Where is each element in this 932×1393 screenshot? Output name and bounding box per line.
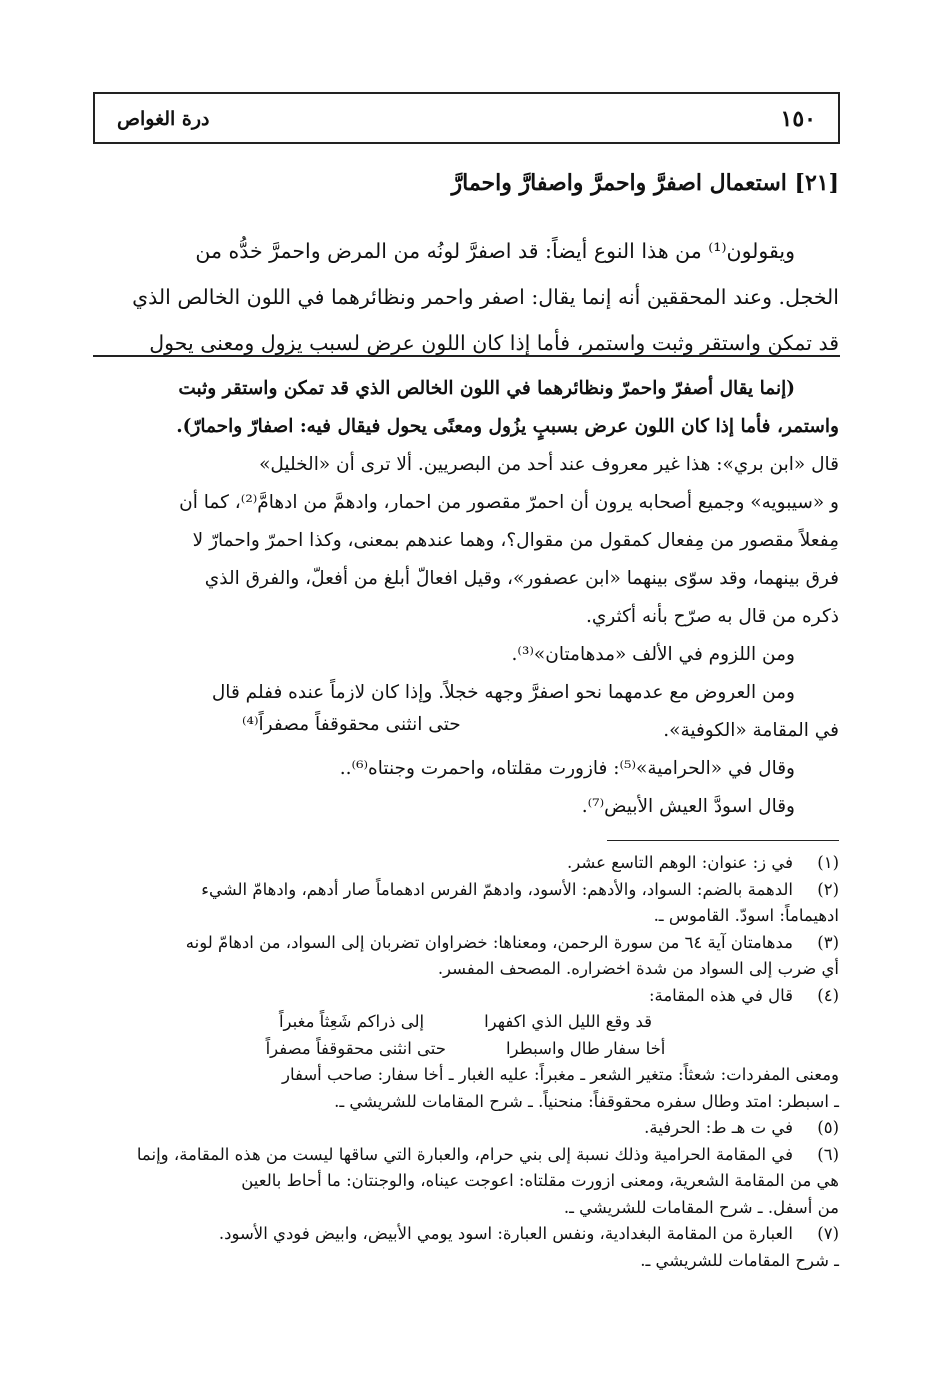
footnote: [92, 1115, 839, 1142]
main-line: ويقولون⁽¹⁾ من هذا النوع أيضاً: قد اصفرَّ لونُه من المرض واحمرَّ خدُّه من: [195, 239, 795, 263]
commentary-line-text: في المقامة «الكوفية».: [663, 720, 839, 741]
footnote-number: (٢): [817, 879, 839, 899]
footnote-text: في ت هـ ط: الحرفية.: [644, 1118, 793, 1137]
commentary-line: ومن العروض مع عدمهما نحو اصفرَّ وجهه خجلاً. وإذا كان لازماً عنده ففلم قال: [211, 682, 795, 703]
footnote-text: الدهمة بالضم: السواد، والأدهم: الأسود، وادهمّ الفرس ادهماماً صار أدهم، وادهامّ الشيء: [201, 879, 793, 899]
footnote-number: (٥): [817, 1118, 839, 1137]
footnote-number: (٦): [817, 1144, 839, 1164]
commentary-quote-line: (إنما يقال أصفرّ واحمرّ ونظائرهما في اللون الخالص الذي قد تمكن واستقر وثبت: [178, 378, 795, 399]
footnote: [92, 850, 839, 877]
footnote-number: (٧): [817, 1224, 839, 1243]
verse-hemistich: أخا سفار طال واسبطرا: [505, 1038, 666, 1058]
footnote-divider: [607, 840, 839, 841]
commentary-line: مِفعلاً مقصور من مِفعال كمقول من مقوال؟، وهما عندهم بمعنى، وكذا احمرّ واحمارّ لا: [192, 530, 839, 551]
commentary-line: وقال اسودَّ العيش الأبيض⁽⁷⁾.: [581, 796, 795, 817]
footnote-number: (٣): [817, 932, 839, 952]
footnote-text: في ز: عنوان: الوهم التاسع عشر.: [567, 853, 793, 872]
verse-hemistich: حتى انثنى محقوقفاً مصفراً: [265, 1038, 446, 1058]
footnote-text: هي من المقامة الشعرية، ومعنى ازورت مقلتاه: اعوجت عيناه، والوجنتان: ما أحاط بالعين: [241, 1171, 839, 1190]
footnote-text: العبارة من المقامة البغدادية، ونفس العبارة: اسود يومي الأبيض، وابيض فودي الأسود.: [218, 1224, 793, 1243]
commentary-line: و «سيبويه» وجميع أصحابه يرون أن احمرّ مقصور من احمار، وادهمَّ من ادهامَّ⁽²⁾، كما أن: [179, 492, 839, 513]
verse-row: [92, 1036, 839, 1063]
commentary: [92, 370, 839, 826]
footnote-text: أي ضرب إلى السواد من شدة اخضراره. المصحف المفسر.: [437, 959, 839, 978]
footnote-text: مدهامتان آية ٦٤ من سورة الرحمن، ومعناها: خضراوان تضربان إلى السواد، من ادهامّ لونه: [185, 932, 793, 952]
verse-inline: حتى انثنى محقوقفاً مصفراً⁽⁴⁾: [242, 714, 461, 735]
footnotes: [92, 850, 839, 1274]
book-title: درة الغواص: [117, 108, 210, 130]
footnote-text: ـ شرح المقامات للشريشي ـ.: [640, 1250, 839, 1270]
commentary-quote-line: واستمر، فأما إذا كان اللون عرض بسببٍ يزُول ومعنًى يحول فيقال فيه: اصفارّ واحمارّ).: [176, 416, 839, 437]
commentary-line: فرق بينهما، وقد سوّى بينهما «ابن عصفور»، وقيل افعالّ أبلغ من أفعلّ، والفرق الذي: [204, 568, 839, 589]
footnote-text: من أسفل. ـ شرح المقامات للشريشي ـ.: [563, 1197, 839, 1217]
footnote-text: ادهيماماً: اسودّ. القاموس ـ.: [653, 906, 839, 925]
footnote: [92, 877, 839, 904]
verse-hemistich: قد وقع الليل الذي اكفهرا: [484, 1012, 653, 1031]
commentary-line: قال «ابن بري»: هذا غير معروف عند أحد من البصريين. ألا ترى أن «الخليل»: [259, 454, 839, 475]
footnote: [92, 930, 839, 957]
running-header: [93, 92, 840, 144]
main-line: قد تمكن واستقر وثبت واستمر، فأما إذا كان اللون عرض لسبب يزول ومعنى يحول: [149, 331, 839, 355]
main-divider: [93, 355, 840, 357]
footnote-text: ومعنى المفردات: شعثاً: متغير الشعر ـ مغبراً: عليه الغبار ـ أخا سفار: صاحب أسفار: [281, 1065, 839, 1084]
commentary-line: [92, 712, 839, 750]
commentary-line: ومن اللزوم في الألف «مدهامتان»⁽³⁾.: [511, 644, 795, 665]
footnote-text: قال في هذه المقامة:: [648, 985, 793, 1005]
main-line: الخجل. وعند المحققين أنه إنما يقال: اصفر واحمر ونظائرهما في اللون الخالص الذي: [132, 285, 839, 309]
footnote-text: ـ اسبطر: امتد وطال سفره محقوقفاً: منحنياً. ـ شرح المقامات للشريشي ـ.: [334, 1091, 839, 1111]
footnote: [92, 983, 839, 1010]
footnote: [92, 1142, 839, 1169]
footnote-number: (٤): [817, 985, 839, 1005]
main-text: [92, 228, 839, 366]
page-number: ١٥٠: [780, 106, 816, 132]
verse-hemistich: إلى ذراكم شَعِثاً مغبراً: [278, 1012, 425, 1031]
commentary-line: ذكره من قال به صرّح بأنه أكثري.: [585, 606, 839, 627]
verse-row: [92, 1009, 839, 1036]
commentary-line: وقال في «الحرامية»⁽⁵⁾: فازورت مقلتاه، واحمرت وجنتاه⁽⁶⁾..: [339, 758, 795, 779]
footnote: [92, 1221, 839, 1248]
footnote-text: في المقامة الحرامية وذلك نسبة إلى بني حرام، والعبارة التي ساقها ليست من هذه المقامة، وإنما: [136, 1144, 793, 1164]
section-title: [٢١] استعمال اصفرَّ واحمرَّ واصفارَّ واحمارَّ: [451, 170, 839, 196]
footnote-number: (١): [817, 853, 839, 872]
